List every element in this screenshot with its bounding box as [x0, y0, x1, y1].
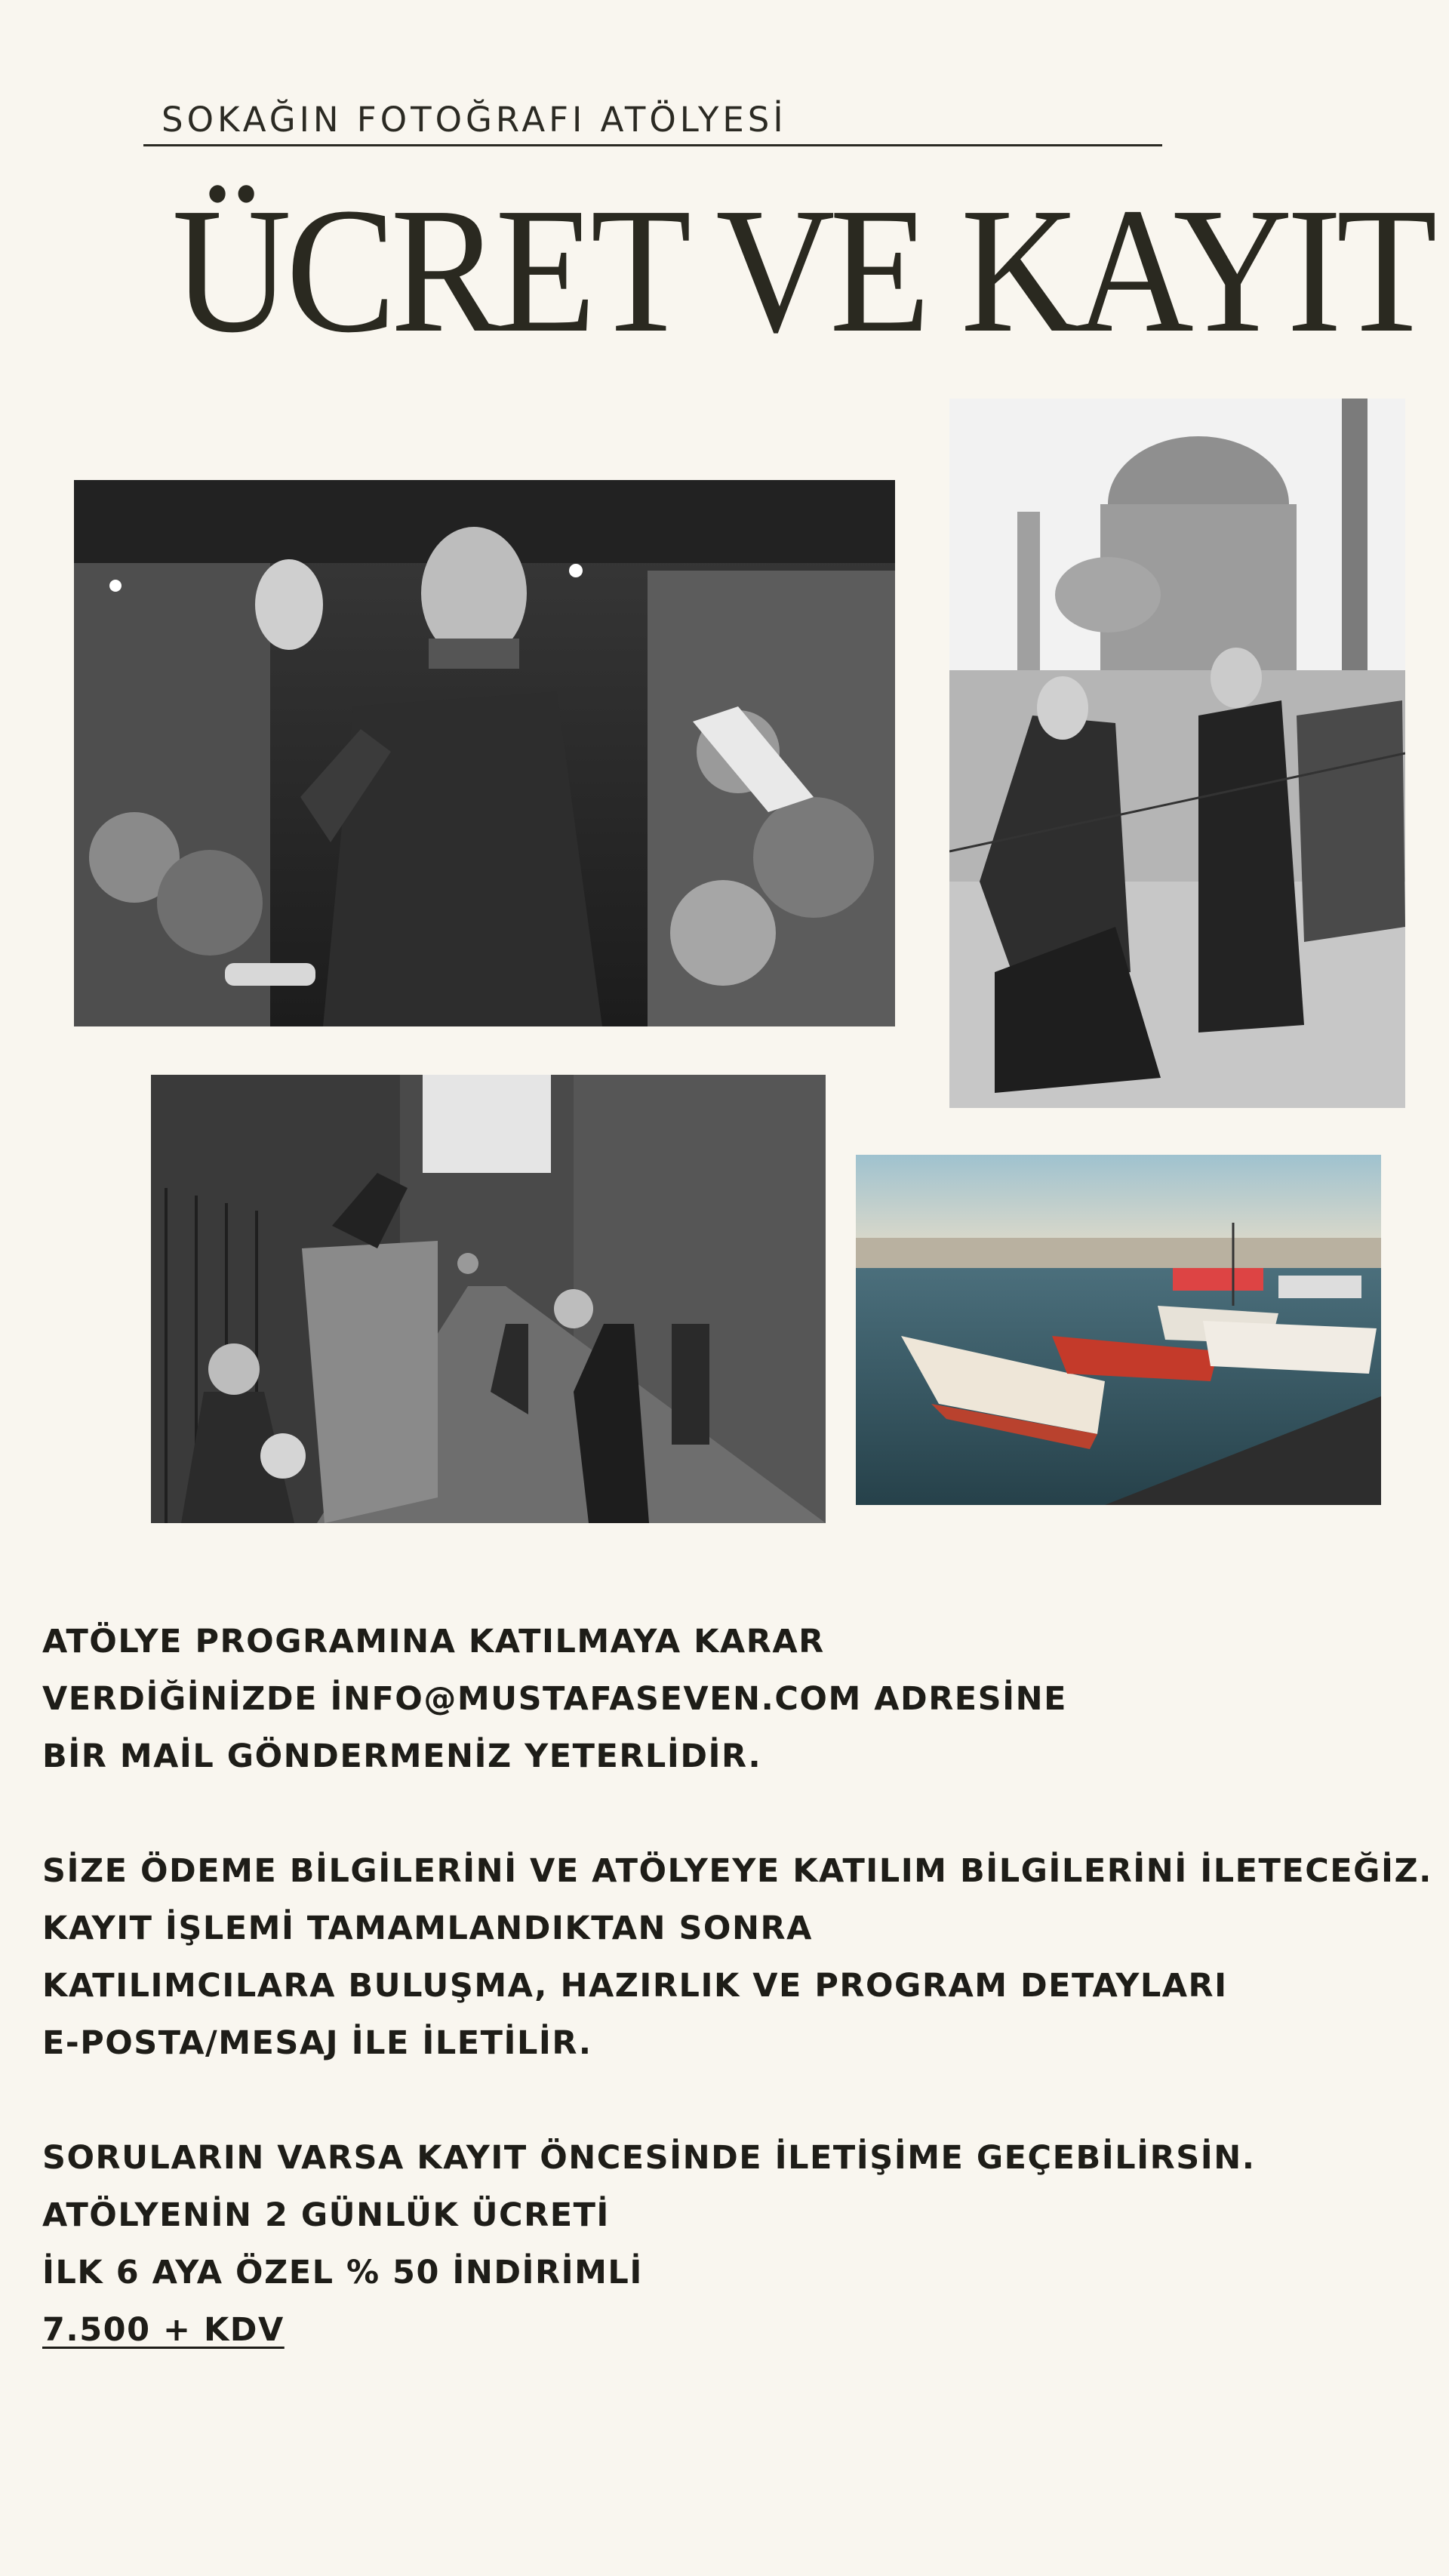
text-line: KATILIMCILARA BULUŞMA, HAZIRLIK VE PROGRAM DETAYLARI: [42, 1967, 1228, 2005]
paragraph-pricing: [42, 2129, 1416, 2359]
text-line: VERDİĞİNİZDE İNFO@MUSTAFASEVEN.COM ADRESİNE: [42, 1680, 1068, 1718]
price-text: 7.500 + KDV: [42, 2311, 285, 2349]
header-rule: [143, 144, 1162, 146]
text-line: KAYIT İŞLEMİ TAMAMLANDIKTAN SONRA: [42, 1910, 813, 1947]
text-line: SORULARIN VARSA KAYIT ÖNCESİNDE İLETİŞİME GEÇEBİLİRSİN.: [42, 2139, 1256, 2177]
text-line: SİZE ÖDEME BİLGİLERİNİ VE ATÖLYEYE KATILIM BİLGİLERİNİ İLETECEĞİZ.: [42, 1852, 1432, 1890]
photo-boats-bosphorus: [856, 1155, 1381, 1505]
paragraph-process: [42, 1842, 1432, 2072]
eyebrow-text: SOKAĞIN FOTOĞRAFI ATÖLYESİ: [162, 100, 787, 140]
paragraph-instructions: [42, 1613, 1416, 1785]
photo-mosque-fishermen: [949, 399, 1405, 1108]
registration-text: [42, 1613, 1432, 2416]
text-line: E-POSTA/MESAJ İLE İLETİLİR.: [42, 2024, 592, 2062]
text-line: ATÖLYENİN 2 GÜNLÜK ÜCRETİ: [42, 2196, 610, 2234]
text-line: İLK 6 AYA ÖZEL % 50 İNDİRİMLİ: [42, 2254, 643, 2291]
photo-alley-children: [151, 1075, 826, 1523]
text-line: ATÖLYE PROGRAMINA KATILMAYA KARAR: [42, 1623, 825, 1660]
photo-street-vendor: [74, 480, 895, 1026]
text-line: BİR MAİL GÖNDERMENİZ YETERLİDİR.: [42, 1737, 762, 1775]
page-title: ÜCRET VE KAYIT: [172, 171, 1432, 370]
